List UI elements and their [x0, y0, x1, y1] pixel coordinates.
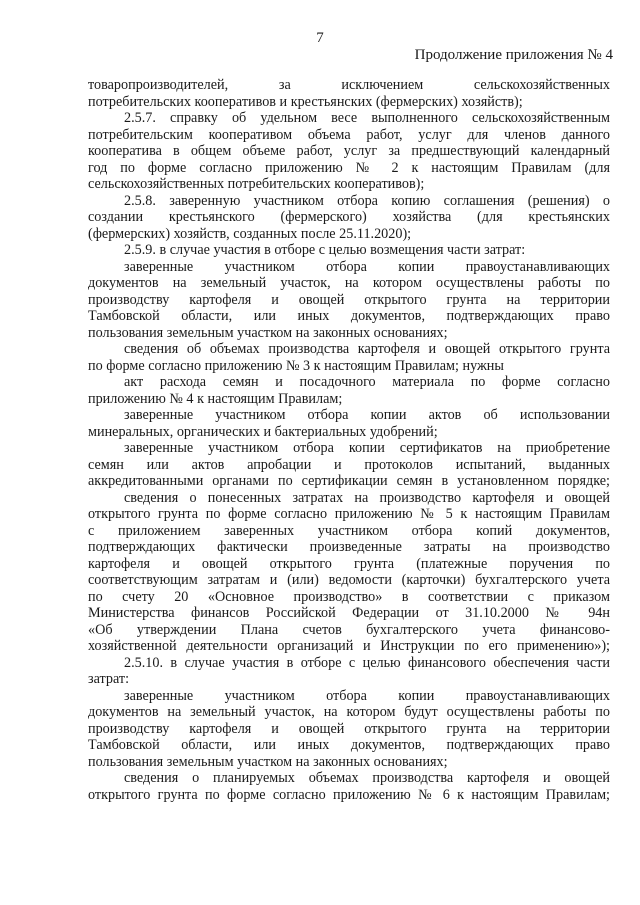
text-line: затрат:	[88, 671, 130, 687]
text-line: год по форме согласно приложению № 2 к настоящим Правилам (для	[88, 159, 610, 176]
text-line: хозяйственной деятельности организаций и Инструкции по его применению»);	[88, 638, 610, 654]
text-line: с приложением заверенных участником отбора копий документов,	[88, 522, 610, 539]
text-line: сведения о понесенных затратах на производство картофеля и овощей	[124, 489, 610, 506]
text-line: заверенные участником отбора копии сертификатов на приобретение	[124, 440, 610, 456]
text-line: семян или актов апробации и протоколов испытаний, выданных	[88, 456, 610, 473]
text-line: открытого грунта по форме согласно приложению № 6 к настоящим Правилам;	[88, 786, 610, 803]
text-line: документов на земельный участок, на котором осуществлены работы по	[88, 275, 610, 291]
appendix-continuation-title: Продолжение приложения № 4	[414, 47, 613, 63]
page-number: 7	[316, 30, 324, 46]
text-line: кооператива в общем объеме работ, услуг за предшествующий календарный	[88, 143, 610, 159]
text-line: (фермерских) хозяйств, созданных после 25.11.2020);	[88, 225, 412, 242]
body-text	[88, 77, 610, 803]
text-line: документов на земельный участок, на котором будут осуществлены работы по	[88, 704, 610, 720]
text-line: приложению № 4 к настоящим Правилам;	[88, 390, 343, 407]
text-line: сведения об объемах производства картофеля и овощей открытого грунта	[124, 341, 610, 357]
text-line: заверенные участником отбора копии актов об использовании	[124, 407, 610, 423]
text-line: акт расхода семян и посадочного материала по форме согласно	[124, 374, 610, 390]
text-line: соответствующим затратам и (или) ведомости (карточки) бухгалтерского учета	[88, 572, 610, 588]
text-line: потребительским кооперативом объема работ, услуг для членов данного	[88, 126, 610, 143]
text-line: товаропроизводителей, за исключением сельскохозяйственных	[88, 77, 610, 93]
text-line: по форме согласно приложению № 3 к настоящим Правилам; нужны	[88, 357, 504, 374]
text-line: подтверждающих фактически произведенные затраты на производство	[88, 539, 610, 555]
text-line: сведения о планируемых объемах производства картофеля и овощей	[124, 770, 610, 786]
text-line: заверенные участником отбора копии правоустанавливающих	[124, 687, 610, 704]
text-line: 2.5.9. в случае участия в отборе с целью возмещения части затрат:	[124, 242, 526, 258]
text-line: картофеля и овощей открытого грунта (платежные поручения по	[88, 555, 610, 572]
text-line: 2.5.7. справку об удельном весе выполненного сельскохозяйственным	[124, 110, 610, 126]
text-line: сельскохозяйственных потребительских кооперативов);	[88, 176, 425, 192]
text-line: создании крестьянского (фермерского) хозяйства (для крестьянских	[88, 209, 610, 225]
text-line: пользования земельным участком на законных основаниях;	[88, 753, 448, 770]
text-line: «Об утверждении Плана счетов бухгалтерского учета финансово-	[88, 621, 610, 638]
text-line: Министерства финансов Российской Федерации от 31.10.2000 № 94н	[88, 605, 610, 621]
text-line: открытого грунта по форме согласно приложению № 5 к настоящим Правилам	[88, 506, 610, 522]
text-line: заверенные участником отбора копии правоустанавливающих	[124, 258, 610, 275]
text-line: по счету 20 «Основное производство» в соответствии с приказом	[88, 588, 610, 605]
text-line: потребительских кооперативов и крестьянских (фермерских) хозяйств);	[88, 93, 523, 110]
text-line: аккредитованными органами по сертификации семян в установленном порядке;	[88, 473, 610, 489]
text-line: производству картофеля и овощей открытого грунта на территории	[88, 291, 610, 308]
text-line: Тамбовской области, или иных документов, подтверждающих право	[88, 308, 610, 324]
text-line: минеральных, органических и бактериальных удобрений;	[88, 423, 438, 440]
text-line: 2.5.10. в случае участия в отборе с целью финансового обеспечения части	[124, 654, 610, 671]
text-line: 2.5.8. заверенную участником отбора копию соглашения (решения) о	[124, 192, 610, 209]
text-line: Тамбовской области, или иных документов, подтверждающих право	[88, 737, 610, 753]
text-line: пользования земельным участком на законных основаниях;	[88, 324, 448, 341]
text-line: производству картофеля и овощей открытого грунта на территории	[88, 720, 610, 737]
